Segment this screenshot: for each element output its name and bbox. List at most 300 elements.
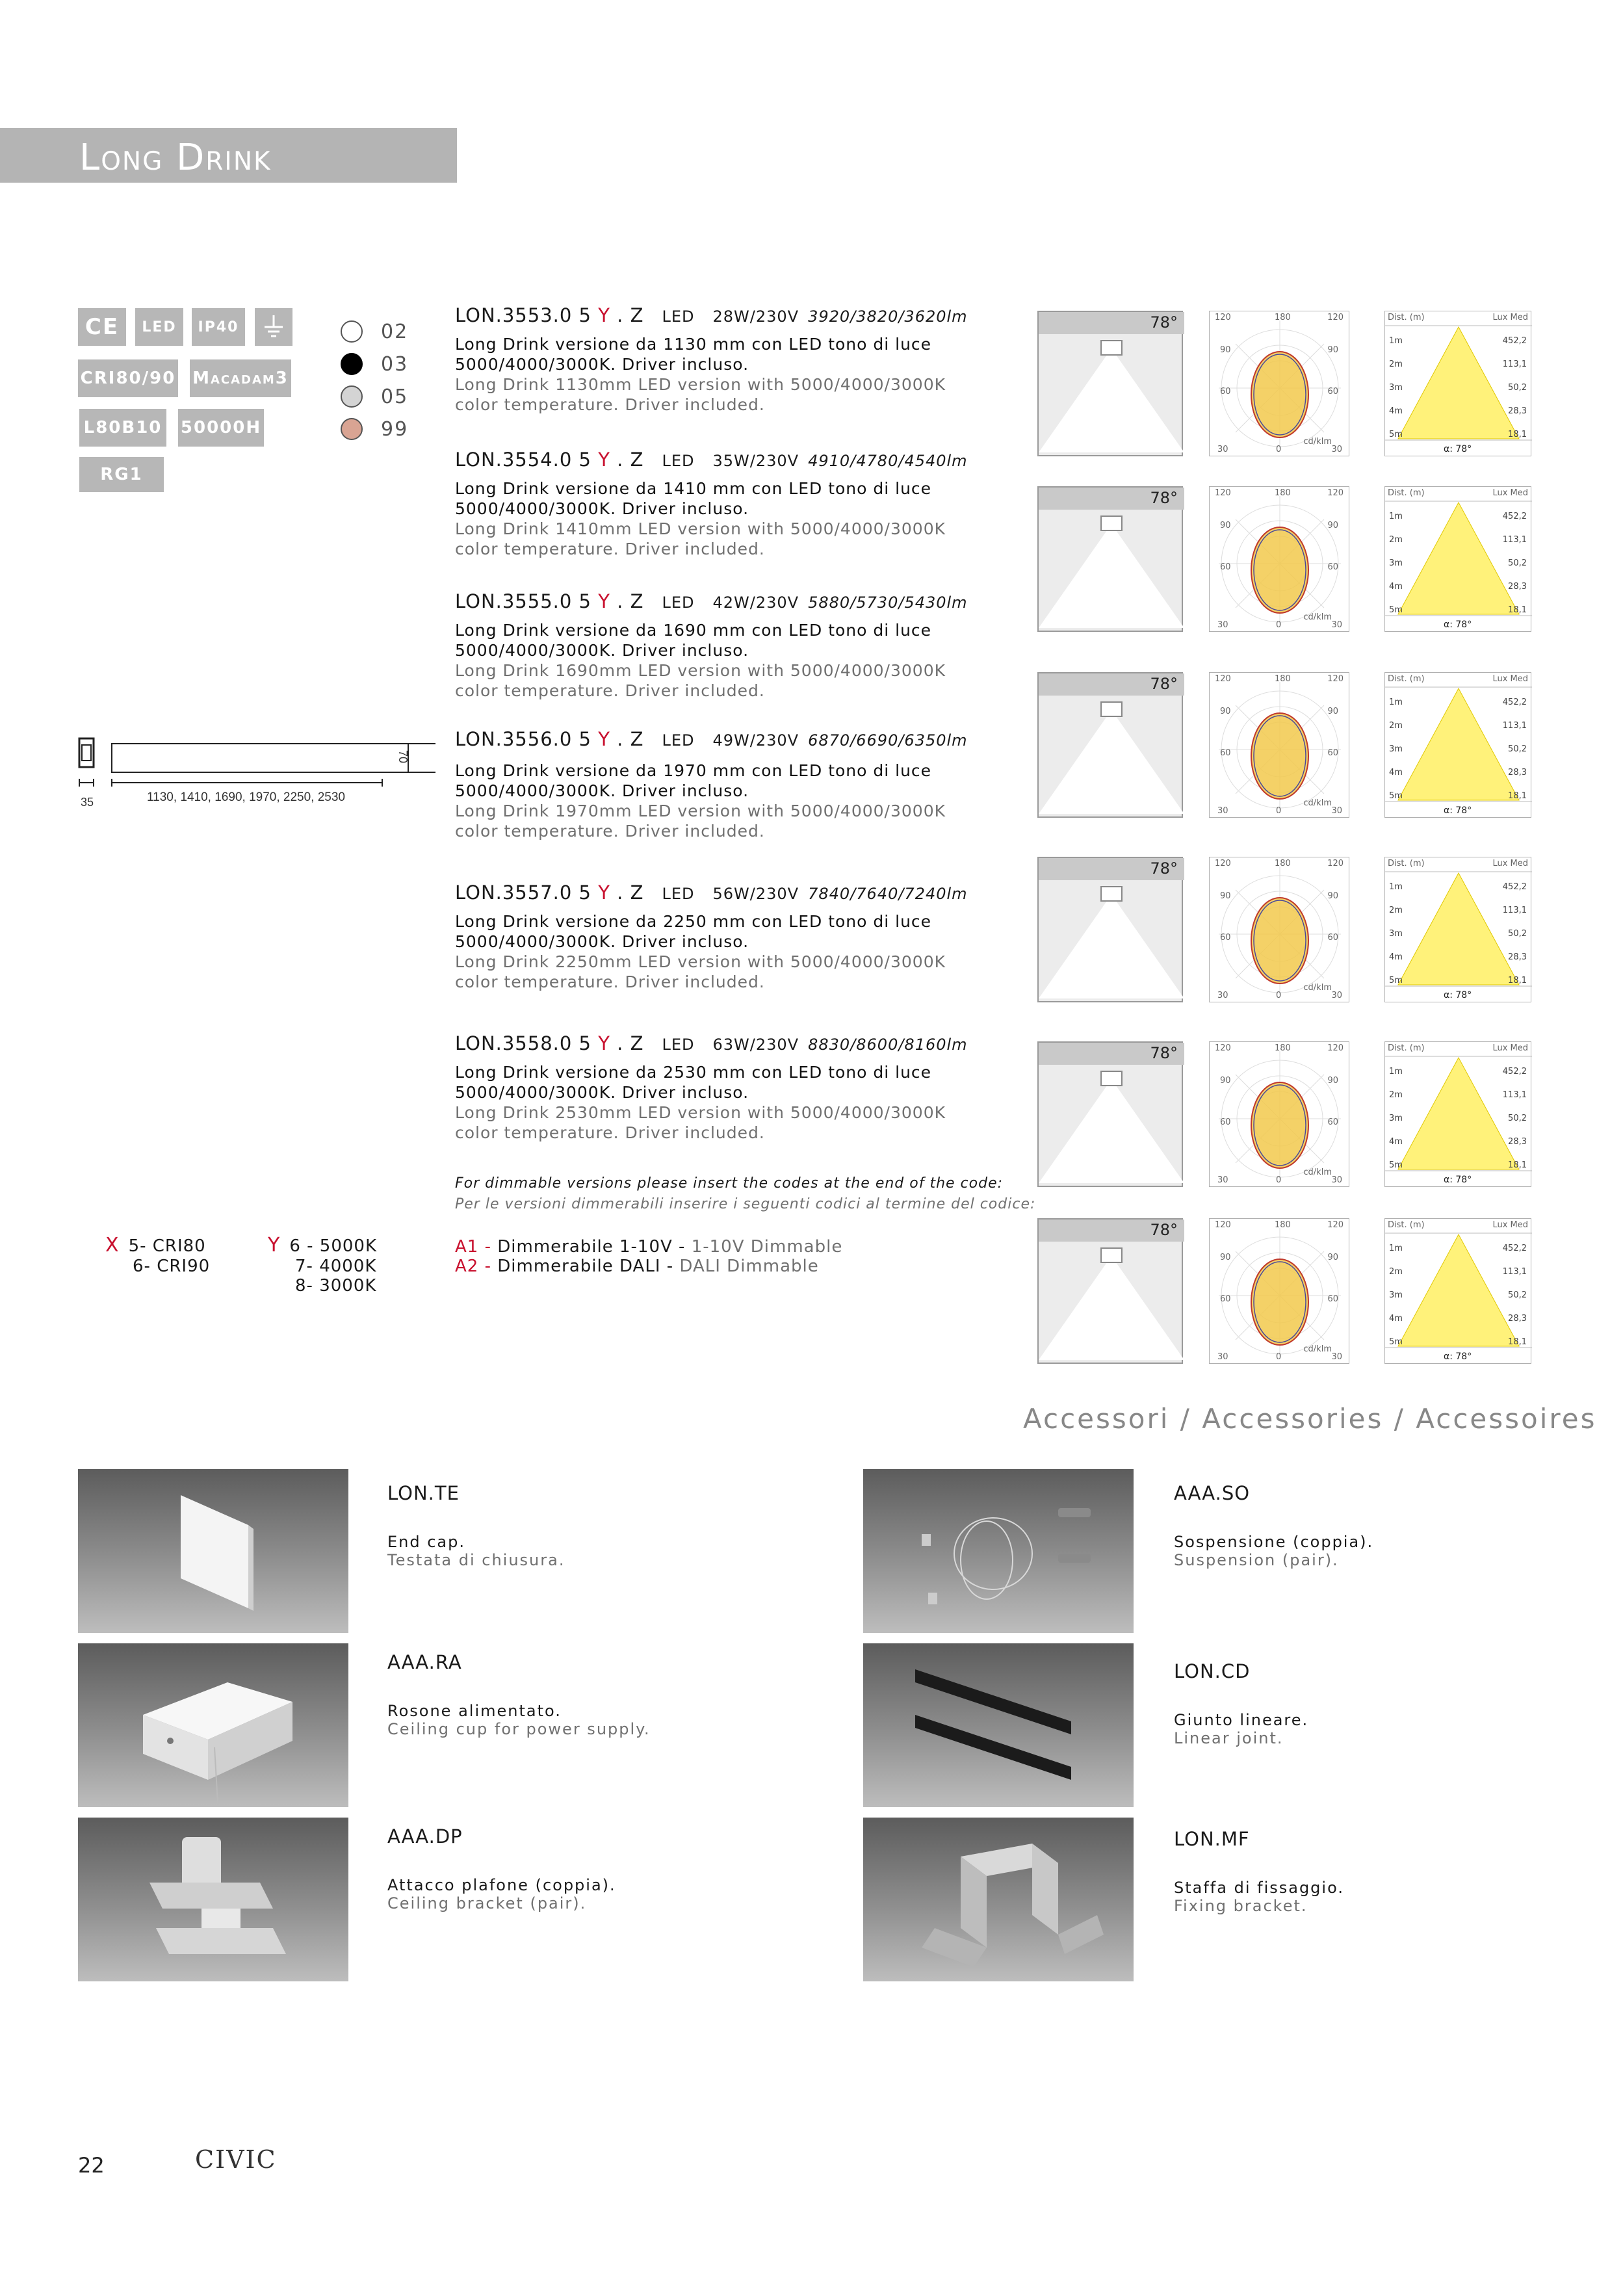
lux-distance: 3m [1389,1114,1403,1123]
accessory-photo-end-cap [78,1469,348,1633]
drawing-height-label: 70 [396,750,409,764]
polar-axis-label: 120 [1215,674,1231,684]
lux-distance: 4m [1389,952,1403,962]
beam-diagram [1037,311,1183,456]
product-desc-en: color temperature. Driver included. [455,822,765,841]
polar-axis-label: 90 [1220,707,1231,716]
polar-intensity-chart [1209,672,1349,818]
option-x-label: X [105,1234,120,1257]
accessory-desc-it: Attacco plafone (coppia). [387,1876,616,1894]
product-lumen: 6870/6690/6350lm [808,731,968,750]
lux-distance: 3m [1389,383,1403,393]
accessory-photo-linear-joint [863,1643,1134,1807]
polar-intensity-chart [1209,857,1349,1002]
polar-axis-label: 60 [1220,933,1231,943]
lux-value: 452,2 [1502,882,1527,892]
product-code-line [455,304,968,326]
lux-value: 18,1 [1508,430,1527,439]
lux-header-lux: Lux Med [1492,859,1528,868]
polar-axis-label: 90 [1327,521,1338,530]
lux-distance: 1m [1389,1067,1403,1076]
macadam-badge: Macadam3 [190,359,291,397]
accessory-code: AAA.SO [1174,1482,1251,1504]
lux-header-distance: Dist. (m) [1388,859,1425,868]
polar-axis-label: 120 [1215,1043,1231,1053]
product-desc-en: Long Drink 1690mm LED version with 5000/4000/3000K [455,661,946,680]
lux-value: 50,2 [1508,744,1527,754]
polar-axis-label: cd/klm [1303,612,1332,622]
lux-distance: 2m [1389,721,1403,731]
polar-axis-label: 180 [1275,859,1291,868]
product-desc-en: color temperature. Driver included. [455,540,765,558]
polar-axis-label: 60 [1327,562,1338,572]
separator: - [660,1257,680,1276]
lux-value: 113,1 [1502,535,1527,545]
lux-distance: 4m [1389,406,1403,416]
product-led-label: LED [662,452,695,470]
lux-header-distance: Dist. (m) [1388,1220,1425,1230]
finish-swatch-white [341,320,363,343]
product-lumen: 4910/4780/4540lm [808,452,968,470]
product-code-line [455,1032,968,1054]
accessory-code: LON.TE [387,1482,460,1504]
product-code-suffix: . Z [610,1032,644,1054]
lux-distance: 1m [1389,882,1403,892]
lux-value: 18,1 [1508,605,1527,615]
lux-distance: 3m [1389,558,1403,568]
polar-axis-label: 60 [1220,1294,1231,1304]
polar-axis-label: 60 [1327,748,1338,758]
lux-distance: 5m [1389,791,1403,801]
lux-cone-table [1384,1218,1531,1364]
polar-axis-label: 90 [1327,891,1338,901]
product-desc-it: Long Drink versione da 1690 mm con LED tono di luce [455,621,932,640]
accessory-item [1174,1482,1373,1569]
polar-axis-label: 90 [1327,707,1338,716]
polar-axis-label: 30 [1217,806,1228,816]
option-y-item: 8- 3000K [295,1276,377,1296]
accessory-desc-en: Ceiling cup for power supply. [387,1720,651,1738]
accessory-desc-it: Rosone alimentato. [387,1702,562,1720]
polar-axis-label: 120 [1327,674,1344,684]
polar-axis-label: 90 [1220,1076,1231,1086]
polar-axis-label: 90 [1220,1253,1231,1262]
product-code-suffix: . Z [610,590,644,612]
polar-axis-label: 120 [1215,313,1231,322]
page-number: 22 [78,2153,105,2178]
product-code-variable-y: Y [598,728,610,750]
lux-value: 28,3 [1508,952,1527,962]
accessory-item [387,1651,651,1738]
dimmable-note-it: Per le versioni dimmerabili inserire i seguenti codici al termine del codice: [455,1196,1036,1212]
accessory-desc-en: Linear joint. [1174,1729,1284,1747]
lux-header-lux: Lux Med [1492,674,1528,684]
polar-axis-label: 60 [1220,562,1231,572]
lux-distance: 3m [1389,929,1403,939]
product-desc-en: Long Drink 1410mm LED version with 5000/4000/3000K [455,519,946,538]
accessory-code: AAA.DP [387,1825,463,1847]
dimming-code: A1 [455,1237,479,1257]
lux-distance: 4m [1389,1137,1403,1147]
polar-axis-label: 0 [1276,1175,1282,1185]
accessories-heading: Accessori / Accessories / Accessoires [1023,1403,1597,1435]
lux-distance: 3m [1389,1290,1403,1300]
polar-axis-label: 120 [1215,488,1231,498]
accessory-desc-en: Fixing bracket. [1174,1897,1308,1915]
lux-distance: 4m [1389,582,1403,592]
accessory-code: LON.CD [1174,1660,1251,1682]
polar-axis-label: 30 [1217,620,1228,630]
lux-alpha-label: α: 78° [1444,1175,1472,1185]
polar-axis-label: 120 [1327,313,1344,322]
product-code: LON.3557.0 5 [455,881,599,904]
finish-list [341,315,408,445]
beam-angle-label: 78° [1150,1221,1178,1239]
lux-header-distance: Dist. (m) [1388,488,1425,498]
product-desc-it: 5000/4000/3000K. Driver incluso. [455,932,749,951]
lux-distance: 5m [1389,430,1403,439]
beam-angle-label: 78° [1150,489,1178,507]
polar-intensity-chart [1209,486,1349,632]
product-desc-it: Long Drink versione da 1970 mm con LED tono di luce [455,761,932,780]
polar-axis-label: 120 [1327,859,1344,868]
finish-swatch-grey [341,385,363,408]
beam-diagram [1037,857,1183,1002]
product-desc-it: 5000/4000/3000K. Driver incluso. [455,641,749,660]
polar-axis-label: 90 [1220,345,1231,355]
product-desc-it: 5000/4000/3000K. Driver incluso. [455,355,749,374]
lux-value: 452,2 [1502,698,1527,707]
lux-distance: 2m [1389,906,1403,915]
polar-axis-label: 180 [1275,313,1291,322]
accessory-desc-it: Staffa di fissaggio. [1174,1879,1344,1897]
finish-swatch-black [341,353,363,375]
option-x-item: 6- CRI90 [133,1257,211,1276]
product-desc-en: color temperature. Driver included. [455,1123,765,1142]
product-desc-en: Long Drink 1130mm LED version with 5000/4000/3000K [455,375,946,394]
product-code-suffix: . Z [610,728,644,750]
accessory-photo-ceiling-bracket [78,1818,348,1981]
product-item [455,590,968,701]
polar-axis-label: 60 [1220,748,1231,758]
finish-item [341,315,408,348]
polar-intensity-chart [1209,1041,1349,1187]
lux-distance: 5m [1389,1337,1403,1347]
product-power: 56W/230V [712,885,799,903]
polar-axis-label: 0 [1276,991,1282,1000]
lux-alpha-label: α: 78° [1444,990,1472,1000]
dimming-option [455,1237,842,1257]
product-led-label: LED [662,885,695,903]
finish-code: 99 [381,417,409,441]
finish-item [341,413,408,445]
finish-item [341,348,408,380]
cri-badge: CRI80/90 [78,359,178,397]
dimming-en: 1-10V Dimmable [691,1237,843,1257]
polar-axis-label: 90 [1327,345,1338,355]
polar-axis-label: 90 [1220,521,1231,530]
accessory-item [1174,1660,1308,1747]
lux-value: 113,1 [1502,721,1527,731]
option-x-group [105,1234,210,1276]
polar-axis-label: 60 [1327,1117,1338,1127]
option-y-item: 6 - 5000K [289,1236,377,1256]
product-code-line [455,590,968,612]
lux-header-distance: Dist. (m) [1388,1043,1425,1053]
lux-cone-table [1384,672,1531,818]
product-desc-en: Long Drink 2530mm LED version with 5000/4000/3000K [455,1103,946,1122]
lux-alpha-label: α: 78° [1444,1351,1472,1362]
product-code: LON.3553.0 5 [455,304,599,326]
accessory-desc-en: Suspension (pair). [1174,1551,1339,1569]
lux-value: 452,2 [1502,336,1527,346]
polar-axis-label: 30 [1331,806,1342,816]
lux-distance: 2m [1389,359,1403,369]
product-desc-it: Long Drink versione da 1410 mm con LED tono di luce [455,479,932,498]
product-item [455,728,968,841]
finish-code: 03 [381,352,409,376]
l80b10-badge: L80B10 [79,409,166,447]
option-x-item: 5- CRI80 [128,1236,206,1256]
product-desc-en: Long Drink 2250mm LED version with 5000/4000/3000K [455,952,946,971]
lux-value: 18,1 [1508,1337,1527,1347]
polar-axis-label: 120 [1327,488,1344,498]
product-code-variable-y: Y [598,449,610,471]
lux-value: 452,2 [1502,1067,1527,1076]
polar-axis-label: 180 [1275,488,1291,498]
lifetime-badge: 50000H [178,409,264,447]
ground-icon [255,308,292,346]
brand-logo: CIVIC [195,2145,277,2174]
lux-cone-table [1384,857,1531,1002]
lux-distance: 4m [1389,768,1403,777]
lux-value: 28,3 [1508,1137,1527,1147]
accessory-desc-en: Ceiling bracket (pair). [387,1894,587,1912]
product-code: LON.3554.0 5 [455,449,599,471]
accessory-item [387,1825,616,1912]
ce-mark-badge: CE [78,308,126,346]
lux-distance: 1m [1389,512,1403,521]
product-desc-it: 5000/4000/3000K. Driver incluso. [455,781,749,800]
lux-value: 452,2 [1502,512,1527,521]
polar-axis-label: cd/klm [1303,1344,1332,1354]
product-desc-en: color temperature. Driver included. [455,681,765,700]
polar-axis-label: 60 [1327,1294,1338,1304]
product-code-variable-y: Y [598,304,610,326]
risk-group-badge: RG1 [79,457,164,492]
lux-value: 18,1 [1508,1160,1527,1170]
polar-axis-label: 30 [1217,991,1228,1000]
product-desc-it: 5000/4000/3000K. Driver incluso. [455,499,749,518]
lux-value: 28,3 [1508,768,1527,777]
product-led-label: LED [662,1036,695,1054]
accessory-photo-fixing-bracket [863,1818,1134,1981]
lux-distance: 1m [1389,698,1403,707]
accessory-item [1174,1828,1344,1915]
polar-axis-label: 60 [1327,933,1338,943]
polar-axis-label: 0 [1276,445,1282,454]
beam-diagram [1037,486,1183,632]
product-lumen: 3920/3820/3620lm [808,307,968,326]
accessory-desc-it: Sospensione (coppia). [1174,1533,1374,1551]
polar-intensity-chart [1209,311,1349,456]
finish-item [341,380,408,413]
polar-axis-label: 30 [1217,1175,1228,1185]
polar-axis-label: 30 [1331,991,1342,1000]
dimming-it: Dimmerabile 1-10V [497,1237,673,1257]
product-desc-it: Long Drink versione da 2250 mm con LED tono di luce [455,912,932,931]
polar-axis-label: 180 [1275,1220,1291,1230]
accessory-desc-it: Giunto lineare. [1174,1711,1309,1729]
lux-header-distance: Dist. (m) [1388,674,1425,684]
product-desc-it: Long Drink versione da 2530 mm con LED tono di luce [455,1063,932,1082]
lux-cone-table [1384,1041,1531,1187]
accessory-desc-it: End cap. [387,1533,466,1551]
product-lumen: 8830/8600/8160lm [808,1036,968,1054]
lux-distance: 4m [1389,1314,1403,1324]
beam-diagram [1037,672,1183,818]
separator: - [478,1257,498,1276]
beam-angle-label: 78° [1150,313,1178,332]
product-led-label: LED [662,307,695,326]
product-item [455,449,968,559]
lux-header-lux: Lux Med [1492,1220,1528,1230]
dimming-en: DALI Dimmable [679,1257,819,1276]
polar-axis-label: 30 [1331,1175,1342,1185]
lux-value: 50,2 [1508,929,1527,939]
product-code-variable-y: Y [598,1032,610,1054]
dimming-code: A2 [455,1257,479,1276]
product-desc-it: 5000/4000/3000K. Driver incluso. [455,1083,749,1102]
polar-axis-label: 120 [1215,1220,1231,1230]
product-led-label: LED [662,594,695,612]
lux-value: 50,2 [1508,1290,1527,1300]
option-y-group [268,1234,377,1296]
lux-cone-table [1384,311,1531,456]
polar-axis-label: cd/klm [1303,983,1332,993]
product-led-label: LED [662,731,695,750]
product-code-suffix: . Z [610,449,644,471]
lux-header-distance: Dist. (m) [1388,313,1425,322]
dimmable-note-en: For dimmable versions please insert the codes at the end of the code: [455,1175,1004,1192]
polar-axis-label: 0 [1276,620,1282,630]
ip-rating-badge: IP40 [192,308,245,346]
product-code: LON.3558.0 5 [455,1032,599,1054]
polar-axis-label: cd/klm [1303,437,1332,447]
lux-header-lux: Lux Med [1492,313,1528,322]
polar-axis-label: 30 [1217,1352,1228,1362]
lux-distance: 3m [1389,744,1403,754]
lux-value: 113,1 [1502,359,1527,369]
polar-axis-label: 0 [1276,806,1282,816]
lux-value: 452,2 [1502,1244,1527,1253]
lux-cone-table [1384,486,1531,632]
product-code-variable-y: Y [598,881,610,904]
product-lumen: 5880/5730/5430lm [808,594,968,612]
product-code-line [455,449,968,471]
accessory-desc-en: Testata di chiusura. [387,1551,565,1569]
lux-value: 113,1 [1502,1090,1527,1100]
product-desc-en: color temperature. Driver included. [455,395,765,414]
beam-angle-label: 78° [1150,1044,1178,1062]
polar-axis-label: 60 [1220,1117,1231,1127]
drawing-lengths-label: 1130, 1410, 1690, 1970, 2250, 2530 [147,790,345,804]
finish-code: 02 [381,320,409,343]
lux-alpha-label: α: 78° [1444,444,1472,454]
product-code-line [455,881,968,904]
polar-axis-label: 180 [1275,1043,1291,1053]
accessory-item [387,1482,565,1569]
dimming-option [455,1257,842,1276]
product-power: 28W/230V [712,307,799,326]
lux-distance: 2m [1389,1267,1403,1277]
lux-value: 50,2 [1508,383,1527,393]
polar-axis-label: 120 [1327,1220,1344,1230]
product-power: 49W/230V [712,731,799,750]
beam-diagram [1037,1041,1183,1187]
product-power: 42W/230V [712,594,799,612]
lux-alpha-label: α: 78° [1444,620,1472,630]
product-power: 35W/230V [712,452,799,470]
polar-axis-label: cd/klm [1303,1168,1332,1177]
separator: - [478,1237,498,1257]
lux-distance: 1m [1389,336,1403,346]
accessory-photo-ceiling-cup [78,1643,348,1807]
polar-axis-label: 180 [1275,674,1291,684]
accessory-code: AAA.RA [387,1651,462,1673]
dimming-it: Dimmerabile DALI [497,1257,661,1276]
lux-value: 50,2 [1508,1114,1527,1123]
polar-axis-label: 60 [1327,387,1338,397]
lux-header-lux: Lux Med [1492,1043,1528,1053]
polar-axis-label: 90 [1327,1076,1338,1086]
lux-header-lux: Lux Med [1492,488,1528,498]
separator: - [672,1237,692,1257]
product-code-suffix: . Z [610,881,644,904]
lux-value: 50,2 [1508,558,1527,568]
beam-angle-label: 78° [1150,675,1178,693]
drawing-width-label: 35 [81,796,94,809]
product-desc-en: color temperature. Driver included. [455,972,765,991]
lux-distance: 5m [1389,605,1403,615]
polar-axis-label: 30 [1331,620,1342,630]
lux-distance: 2m [1389,1090,1403,1100]
accessory-code: LON.MF [1174,1828,1250,1850]
polar-axis-label: 120 [1215,859,1231,868]
lux-value: 28,3 [1508,1314,1527,1324]
lux-distance: 2m [1389,535,1403,545]
lux-value: 18,1 [1508,976,1527,985]
lux-value: 28,3 [1508,582,1527,592]
product-desc-en: Long Drink 1970mm LED version with 5000/4000/3000K [455,802,946,820]
polar-axis-label: 30 [1331,445,1342,454]
accessory-photo-suspension [863,1469,1134,1633]
polar-axis-label: 30 [1217,445,1228,454]
polar-axis-label: 90 [1220,891,1231,901]
dimming-options [455,1237,842,1276]
lux-distance: 5m [1389,1160,1403,1170]
finish-code: 05 [381,385,409,408]
product-lumen: 7840/7640/7240lm [808,885,968,903]
option-y-label: Y [268,1234,281,1257]
lux-value: 18,1 [1508,791,1527,801]
lux-distance: 5m [1389,976,1403,985]
product-item [455,304,968,415]
lux-value: 113,1 [1502,1267,1527,1277]
polar-axis-label: 0 [1276,1352,1282,1362]
product-code-line [455,728,968,750]
product-code: LON.3555.0 5 [455,590,599,612]
